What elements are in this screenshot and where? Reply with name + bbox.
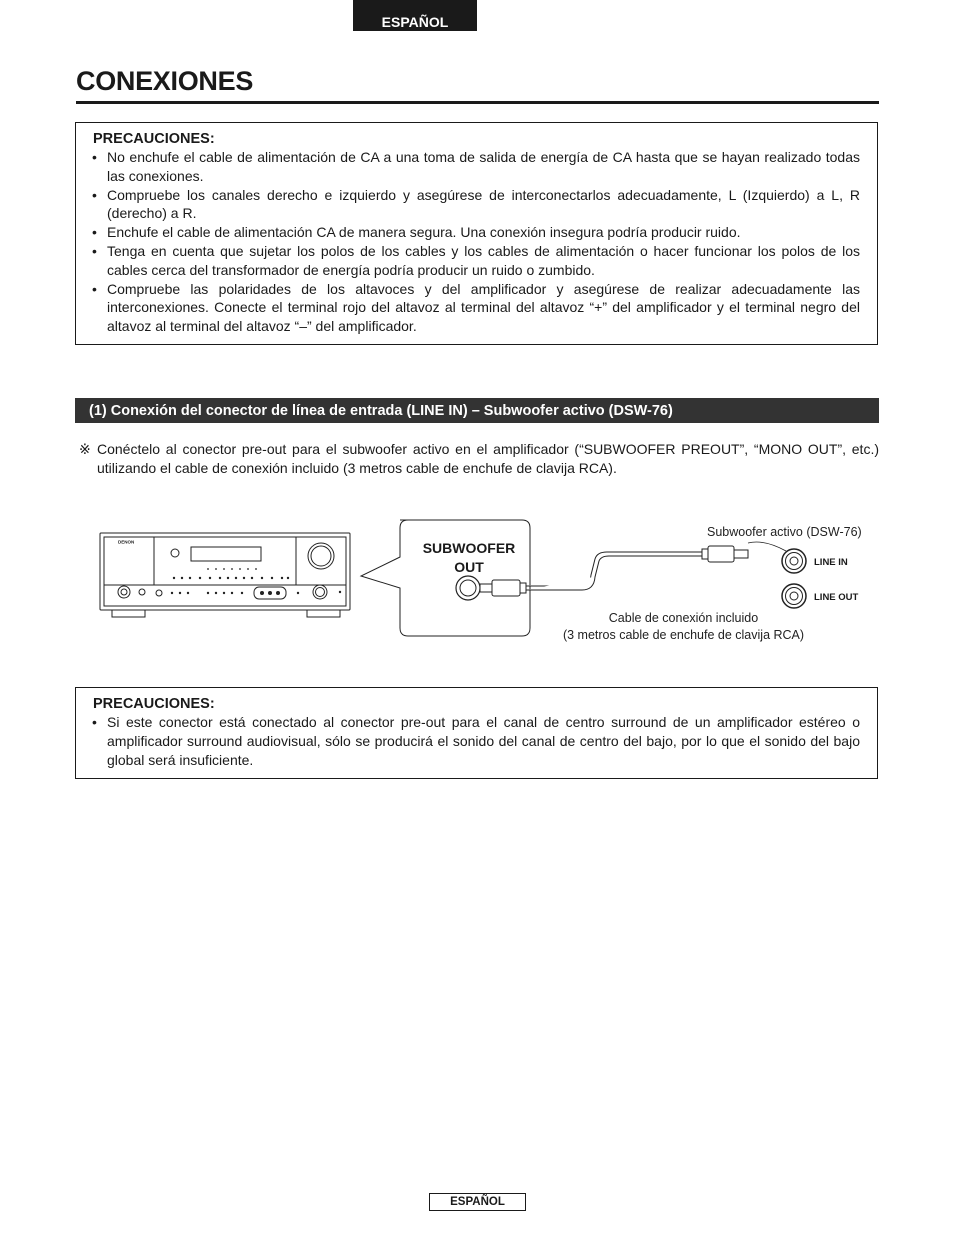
caution-item: • Compruebe las polaridades de los altavoces y del amplificador y asegúrese de realizar adecuadamente las interconexiones. Conecte el terminal rojo del altavoz al terminal del altavoz “+” del amplificador y el terminal negro del altavoz al terminal del altavoz “–” del amplificador.	[92, 280, 860, 336]
connection-note	[79, 440, 879, 478]
caution-box-2	[75, 687, 878, 779]
caution-item: • Compruebe los canales derecho e izquierdo y asegúrese de interconectarlos adecuadamente, L (Izquierdo) a L, R (derecho) a R.	[92, 186, 860, 224]
subwoofer-label: Subwoofer activo (DSW-76)	[707, 525, 862, 539]
subwoofer-jacks-icon	[748, 542, 806, 608]
caution-box-1	[75, 122, 878, 345]
subwoofer-out-label-2: OUT	[454, 559, 484, 575]
callout-bubble	[361, 520, 530, 636]
caution-item: • No enchufe el cable de alimentación de CA a una toma de salida de energía de CA hasta que se hayan realizado todas las conexiones.	[92, 148, 860, 186]
section-heading: (1) Conexión del conector de línea de entrada (LINE IN) – Subwoofer activo (DSW-76)	[75, 398, 879, 423]
cable-label-line1: Cable de conexión incluido	[608, 611, 759, 625]
line-in-label: LINE IN	[814, 557, 848, 568]
connection-diagram	[96, 515, 886, 655]
caution-heading: PRECAUCIONES:	[93, 131, 215, 147]
reference-mark: ※	[79, 441, 91, 457]
caution-item: • Tenga en cuenta que sujetar los polos de los cables y los cables de alimentación o hacer funcionar los polos de los cables cerca del transformador de energía podría producir un ruido o zumbido.	[92, 242, 860, 280]
caution-list	[92, 148, 860, 336]
line-out-label: LINE OUT	[814, 592, 859, 603]
cable-label-line2: (3 metros cable de enchufe de clavija RCA)	[562, 628, 805, 642]
subwoofer-out-jack-icon	[456, 576, 480, 600]
page-title: CONEXIONES	[76, 66, 254, 96]
amplifier-illustration	[100, 533, 350, 617]
footer-language-tab: ESPAÑOL	[429, 1193, 526, 1211]
title-rule	[76, 101, 879, 104]
caution-list	[92, 713, 860, 769]
caution-heading: PRECAUCIONES:	[93, 696, 215, 712]
note-text: Conéctelo al conector pre-out para el subwoofer activo en el amplificador (“SUBWOOFER PREOUT”, “MONO OUT”, etc.) utilizando el cable de conexión incluido (3 metros cable de enchufe de clavija RCA).	[97, 441, 879, 476]
caution-item: • Enchufe el cable de alimentación CA de manera segura. Una conexión insegura podría producir ruido.	[92, 223, 860, 242]
amplifier-brand: DENON	[118, 539, 135, 545]
subwoofer-out-label: SUBWOOFER	[422, 540, 516, 556]
cable-label	[551, 610, 816, 644]
caution-item: • Si este conector está conectado al conector pre-out para el canal de centro surround de un amplificador estéreo o amplificador surround audiovisual, sólo se producirá el sonido del canal de centro del bajo, por lo que el sonido del bajo global será insuficiente.	[92, 713, 860, 769]
language-tab: ESPAÑOL	[353, 0, 477, 31]
rca-cable-icon	[480, 546, 748, 596]
